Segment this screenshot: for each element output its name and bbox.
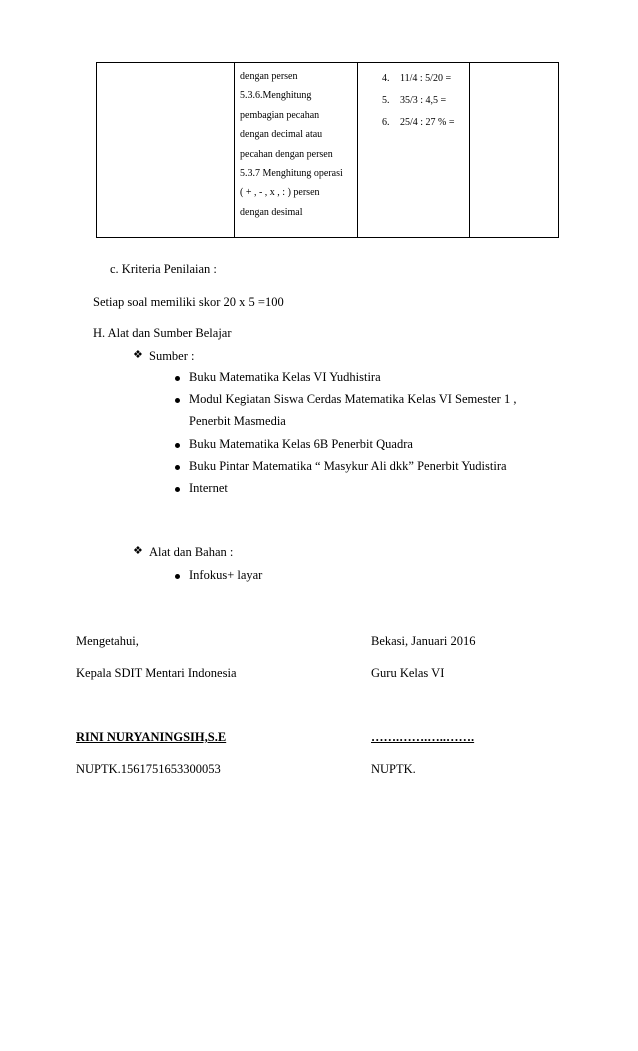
sign-left-name: RINI NURYANINGSIH,S.E [76, 730, 227, 744]
table-divider [357, 63, 358, 237]
question-number: 5. [382, 95, 390, 106]
kriteria-text: Setiap soal memiliki skor 20 x 5 =100 [93, 295, 284, 309]
indicator-line: ( + , - , x , : ) persen [240, 187, 320, 198]
indicator-line: dengan decimal atau [240, 129, 323, 140]
kriteria-heading: c. Kriteria Penilaian : [110, 262, 217, 276]
indicator-line: pecahan dengan persen [240, 149, 333, 160]
diamond-bullet-icon: ❖ [133, 545, 143, 557]
sign-right-id: NUPTK. [371, 762, 416, 776]
question-number: 6. [382, 117, 390, 128]
question-item [382, 117, 455, 128]
question-item [382, 95, 446, 106]
sign-left-title: Mengetahui, [76, 634, 139, 648]
indicator-line: 5.3.7 Menghitung operasi [240, 168, 343, 179]
bullet-icon [175, 574, 180, 579]
bullet-icon [175, 487, 180, 492]
sign-left-role: Kepala SDIT Mentari Indonesia [76, 666, 237, 680]
indicator-line: dengan desimal [240, 207, 303, 218]
sign-left-id: NUPTK.1561751653300053 [76, 762, 221, 776]
sumber-label: Sumber : [149, 349, 195, 363]
alat-item: Infokus+ layar [189, 568, 263, 582]
sign-right-name: …….…….…..……. [371, 730, 475, 744]
table-divider [234, 63, 235, 237]
sign-right-place-date: Bekasi, Januari 2016 [371, 634, 476, 648]
indicator-line: dengan persen [240, 71, 298, 82]
table-divider [469, 63, 470, 237]
alat-label: Alat dan Bahan : [149, 545, 234, 559]
bullet-icon [175, 398, 180, 403]
sumber-item: Buku Matematika Kelas VI Yudhistira [189, 370, 381, 384]
question-text: 35/3 : 4,5 = [400, 95, 447, 106]
question-text: 11/4 : 5/20 = [400, 73, 452, 84]
indicator-line: 5.3.6.Menghitung [240, 90, 312, 101]
bullet-icon [175, 443, 180, 448]
section-h-heading: H. Alat dan Sumber Belajar [93, 326, 232, 340]
question-number: 4. [382, 73, 390, 84]
bullet-icon [175, 376, 180, 381]
sign-right-role: Guru Kelas VI [371, 666, 445, 680]
indicator-line: pembagian pecahan [240, 110, 320, 121]
sumber-item: Buku Pintar Matematika “ Masykur Ali dkk” Penerbit Yudistira [189, 459, 507, 473]
diamond-bullet-icon: ❖ [133, 349, 143, 361]
question-item [382, 73, 451, 84]
bullet-icon [175, 465, 180, 470]
lesson-table [96, 62, 559, 238]
sumber-item-continuation: Penerbit Masmedia [189, 414, 286, 428]
sumber-item: Internet [189, 481, 228, 495]
sumber-item: Modul Kegiatan Siswa Cerdas Matematika Kelas VI Semester 1 , [189, 392, 517, 406]
question-text: 25/4 : 27 % = [400, 117, 455, 128]
sumber-item: Buku Matematika Kelas 6B Penerbit Quadra [189, 437, 413, 451]
